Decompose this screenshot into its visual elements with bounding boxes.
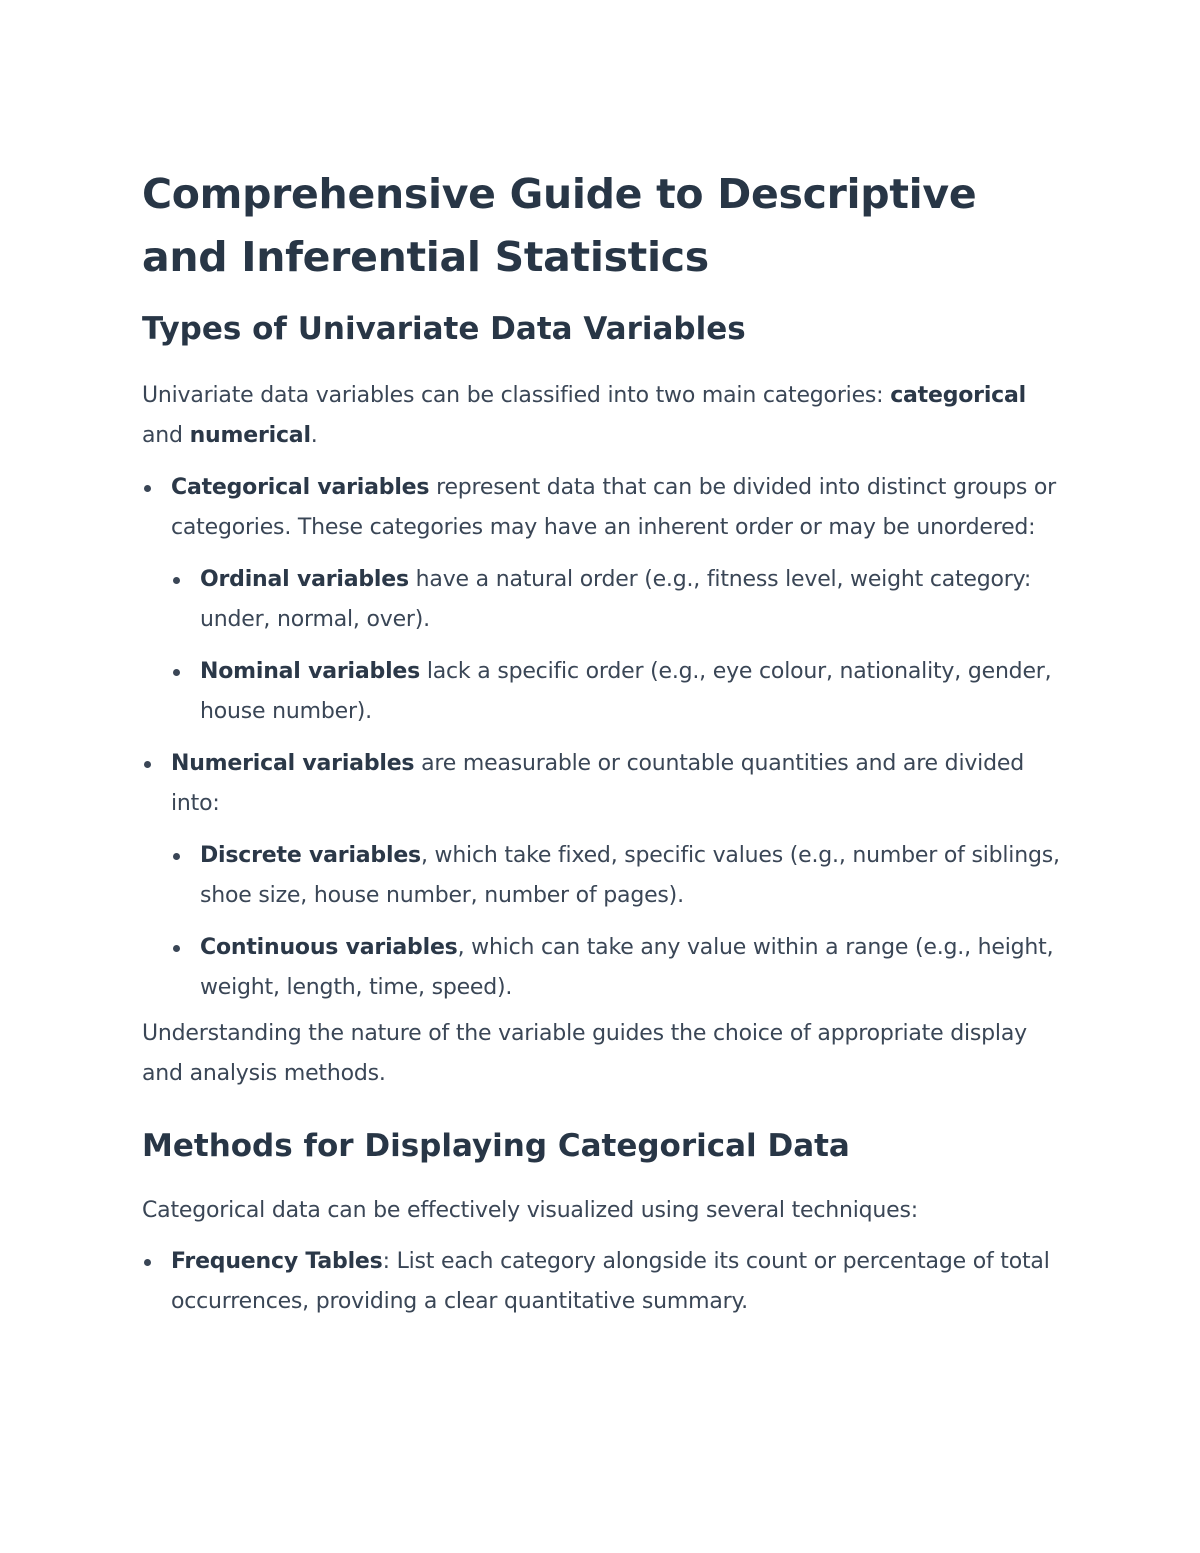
list-item-frequency-tables: [142, 1242, 1072, 1322]
section1-closing: Understanding the nature of the variable guides the choice of appropriate display and analysis methods.: [142, 1021, 1027, 1086]
item-bold-label: Continuous variables: [200, 935, 458, 960]
list-item-nominal: [171, 652, 1072, 732]
section-heading-univariate: Types of Univariate Data Variables: [142, 311, 746, 347]
list-item-discrete: [171, 836, 1072, 916]
document-page: [142, 163, 1072, 1322]
section2-intro: Categorical data can be effectively visualized using several techniques:: [142, 1198, 918, 1223]
item-text: lack a specific order (e.g., eye colour, nationality, gender, house number).: [200, 659, 1052, 724]
item-text: are measurable or countable quantities and are divided into:: [171, 751, 1024, 816]
intro-bold-categorical: categorical: [890, 383, 1026, 408]
intro-text-middle: and: [142, 423, 190, 448]
bullet-icon: [144, 761, 151, 768]
list-item-continuous: [171, 928, 1072, 1008]
sublist-numerical: [171, 836, 1072, 1008]
intro-text-prefix: Univariate data variables can be classified into two main categories:: [142, 383, 891, 408]
item-bold-label: Discrete variables: [200, 843, 421, 868]
list-item-numerical: [142, 744, 1072, 1008]
section1-intro: [142, 376, 1072, 456]
item-bold-label: Numerical variables: [171, 751, 415, 776]
display-methods-list: [142, 1242, 1072, 1322]
intro-bold-numerical: numerical: [189, 423, 311, 448]
item-text: have a natural order (e.g., fitness level, weight category: under, normal, over).: [200, 567, 1032, 632]
item-bold-label: Ordinal variables: [200, 567, 409, 592]
section-heading-categorical-display: Methods for Displaying Categorical Data: [142, 1128, 850, 1164]
bullet-icon: [173, 853, 180, 860]
item-bold-label: Nominal variables: [200, 659, 421, 684]
item-text: , which can take any value within a range (e.g., height, weight, length, time, speed).: [200, 935, 1054, 1000]
item-bold-label: Frequency Tables: [171, 1249, 383, 1274]
sublist-categorical: [171, 560, 1072, 732]
intro-text-suffix: .: [310, 423, 318, 448]
bullet-icon: [173, 577, 180, 584]
bullet-icon: [144, 1259, 151, 1266]
item-text: represent data that can be divided into distinct groups or categories. These categories may have an inherent order or may be unordered:: [171, 475, 1057, 540]
item-text: : List each category alongside its count or percentage of total occurrences, providing a clear quantitative summary.: [171, 1249, 1050, 1314]
page-title: Comprehensive Guide to Descriptive and Inferential Statistics: [142, 170, 977, 281]
list-item-ordinal: [171, 560, 1072, 640]
variable-types-list: [142, 468, 1072, 1008]
bullet-icon: [144, 485, 151, 492]
bullet-icon: [173, 945, 180, 952]
list-item-categorical: [142, 468, 1072, 732]
item-bold-label: Categorical variables: [171, 475, 430, 500]
bullet-icon: [173, 669, 180, 676]
item-text: , which take fixed, specific values (e.g., number of siblings, shoe size, house number, number of pages).: [200, 843, 1060, 908]
